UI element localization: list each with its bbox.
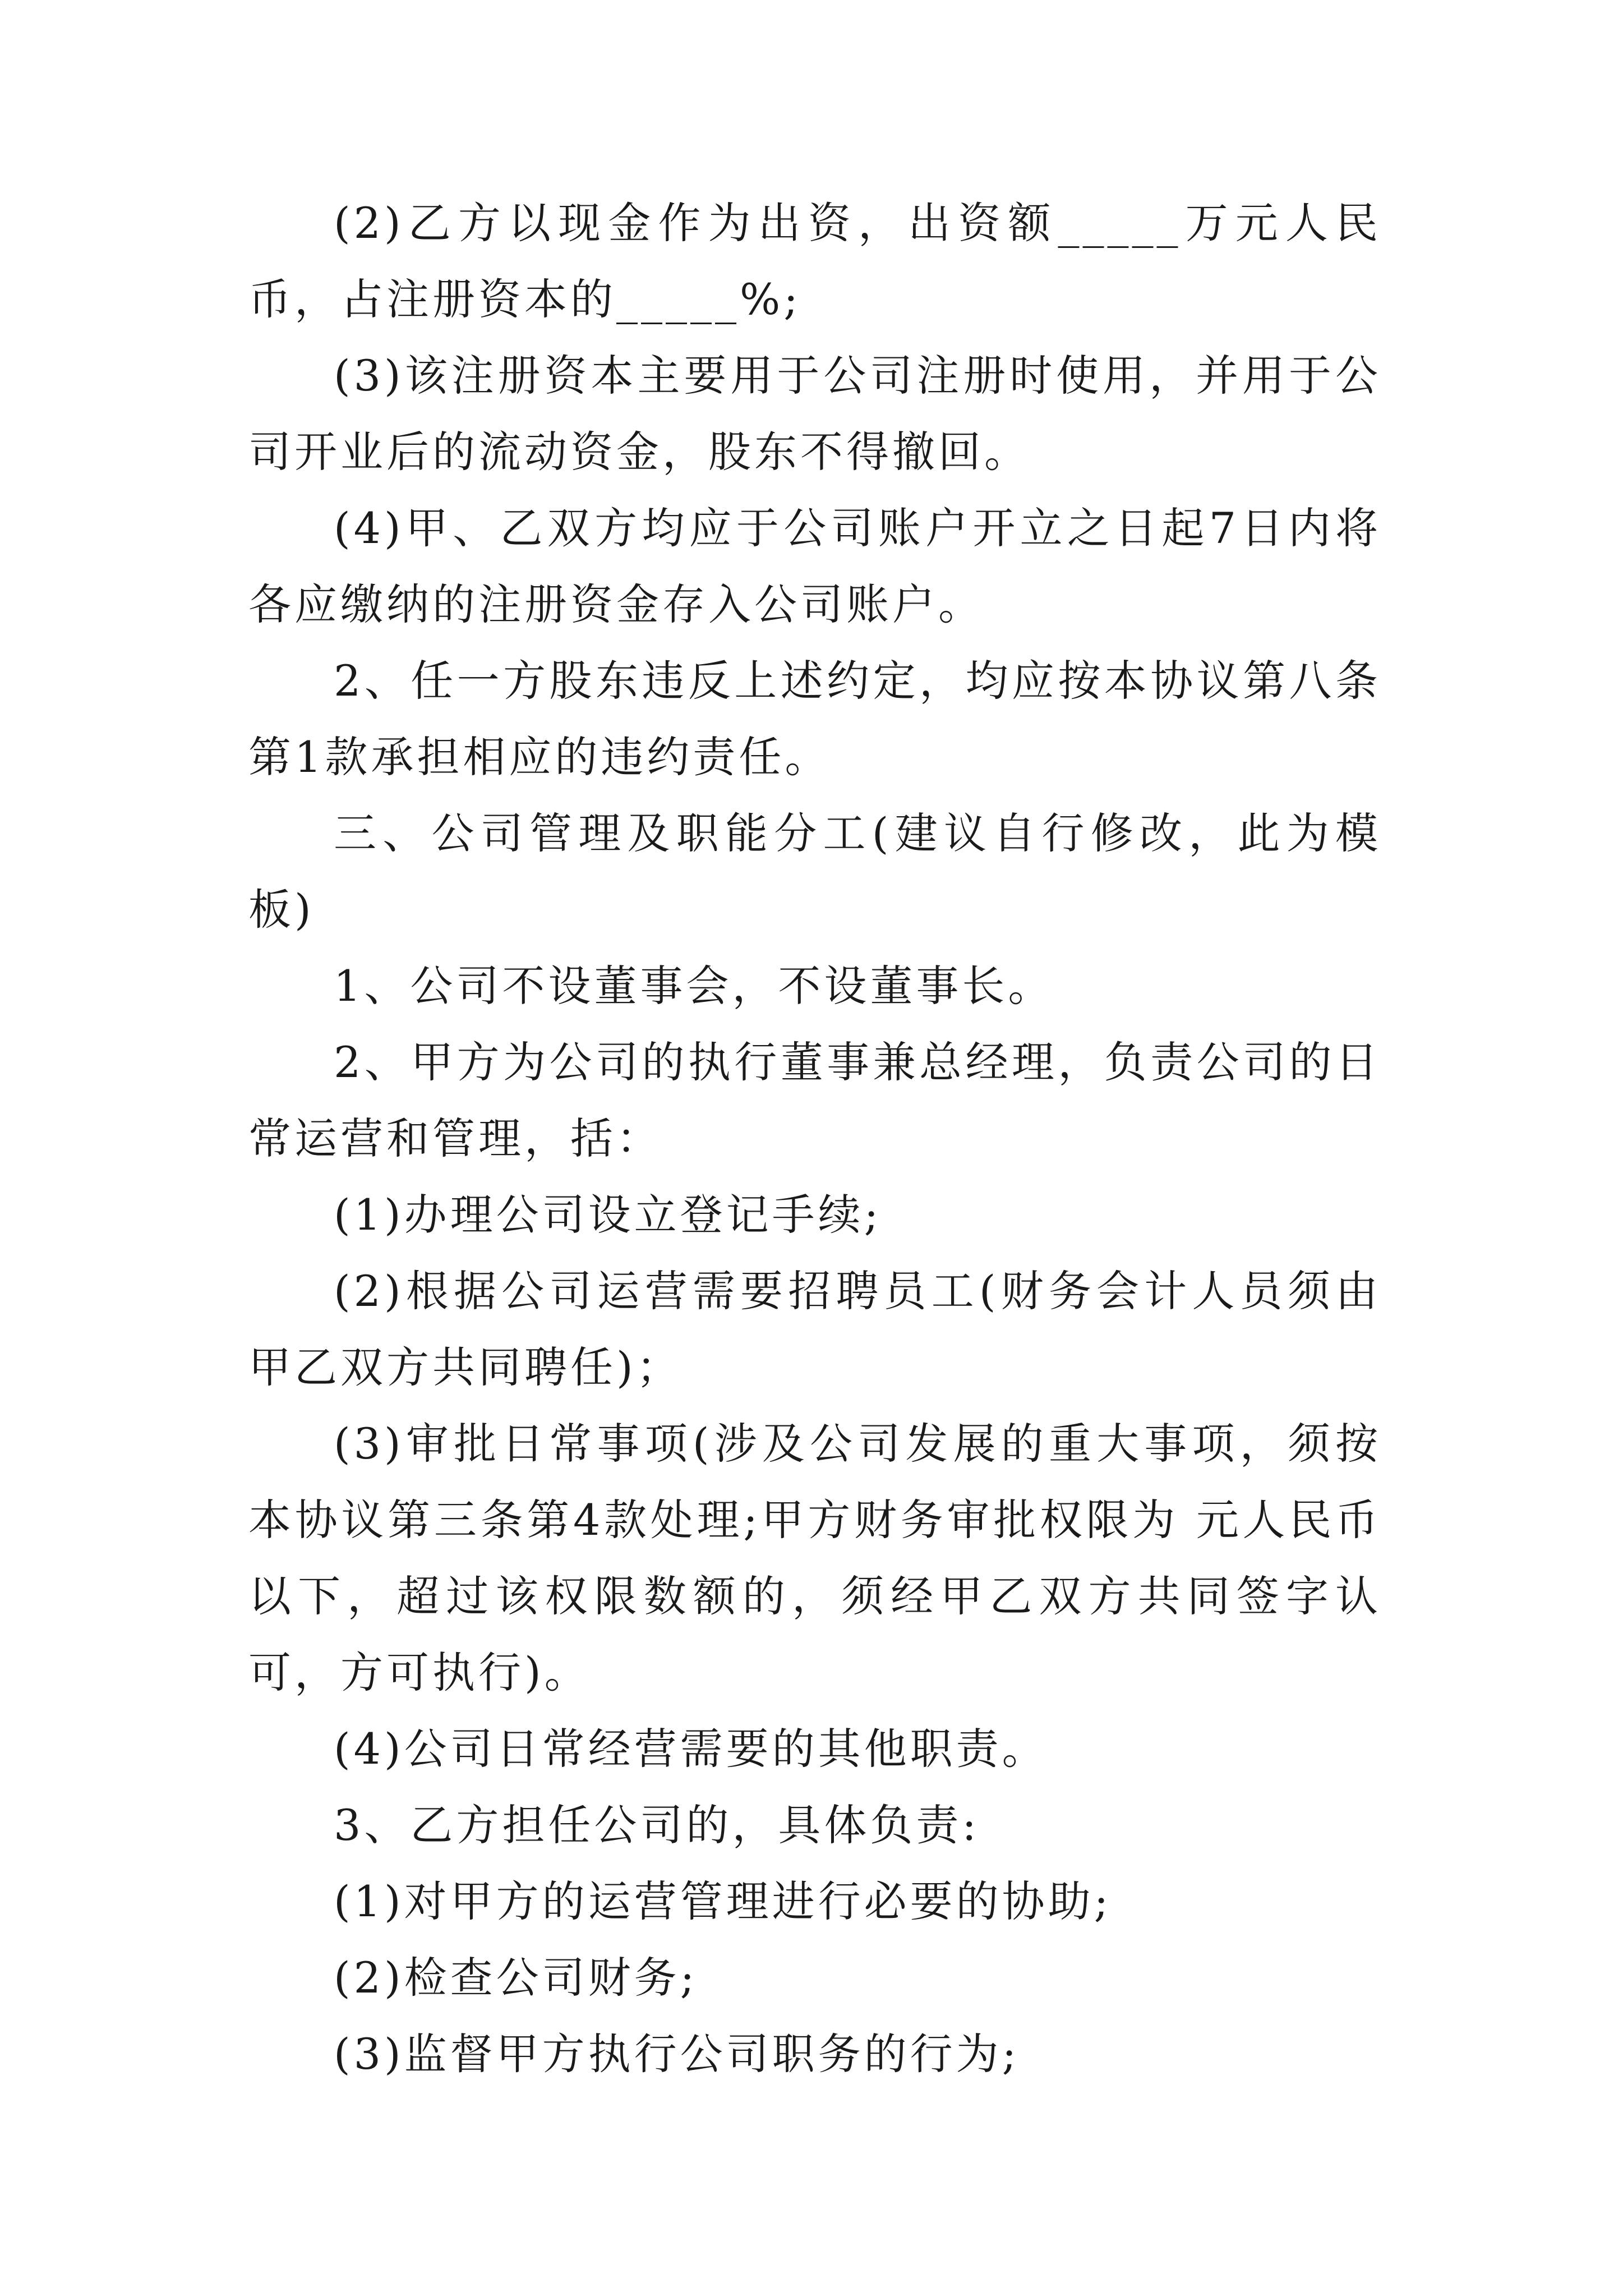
list-item-a-3: (3)审批日常事项(涉及公司发展的重大事项，须按本协议第三条第4款处理;甲方财务审批权限为 元人民币以下，超过该权限数额的，须经甲乙双方共同签字认可，方可执行)。 bbox=[248, 1419, 1381, 1697]
list-item-a-2: (2)根据公司运营需要招聘员工(财务会计人员须由甲乙双方共同聘任)； bbox=[248, 1266, 1381, 1392]
paragraph-capital-contribution-b: (2)乙方以现金作为出资，出资额_____万元人民币，占注册资本的_____%; bbox=[248, 198, 1381, 324]
paragraph-no-board: 1、公司不设董事会，不设董事长。 bbox=[334, 961, 1054, 1011]
list-item-b-2: (2)检查公司财务; bbox=[334, 1953, 698, 2003]
paragraph-breach-liability: 2、任一方股东违反上述约定，均应按本协议第八条第1款承担相应的违约责任。 bbox=[248, 656, 1381, 782]
paragraph-party-a-duties: 2、甲方为公司的执行董事兼总经理，负责公司的日常运营和管理，括： bbox=[248, 1037, 1381, 1163]
paragraph-capital-deposit: (4)甲、乙双方均应于公司账户开立之日起7日内将各应缴纳的注册资金存入公司账户。 bbox=[248, 503, 1381, 629]
list-item-a-1: (1)办理公司设立登记手续; bbox=[334, 1190, 882, 1240]
list-item-a-4: (4)公司日常经营需要的其他职责。 bbox=[334, 1724, 1048, 1774]
list-item-b-1: (1)对甲方的运营管理进行必要的协助; bbox=[334, 1876, 1112, 1926]
document-body bbox=[248, 185, 1381, 2092]
list-item-b-3: (3)监督甲方执行公司职务的行为; bbox=[334, 2029, 1020, 2079]
section-heading-management: 三、公司管理及职能分工(建议自行修改，此为模板) bbox=[248, 808, 1381, 935]
paragraph-capital-usage: (3)该注册资本主要用于公司注册时使用，并用于公司开业后的流动资金，股东不得撤回。 bbox=[248, 351, 1381, 477]
paragraph-party-b-duties: 3、乙方担任公司的，具体负责: bbox=[334, 1800, 980, 1850]
